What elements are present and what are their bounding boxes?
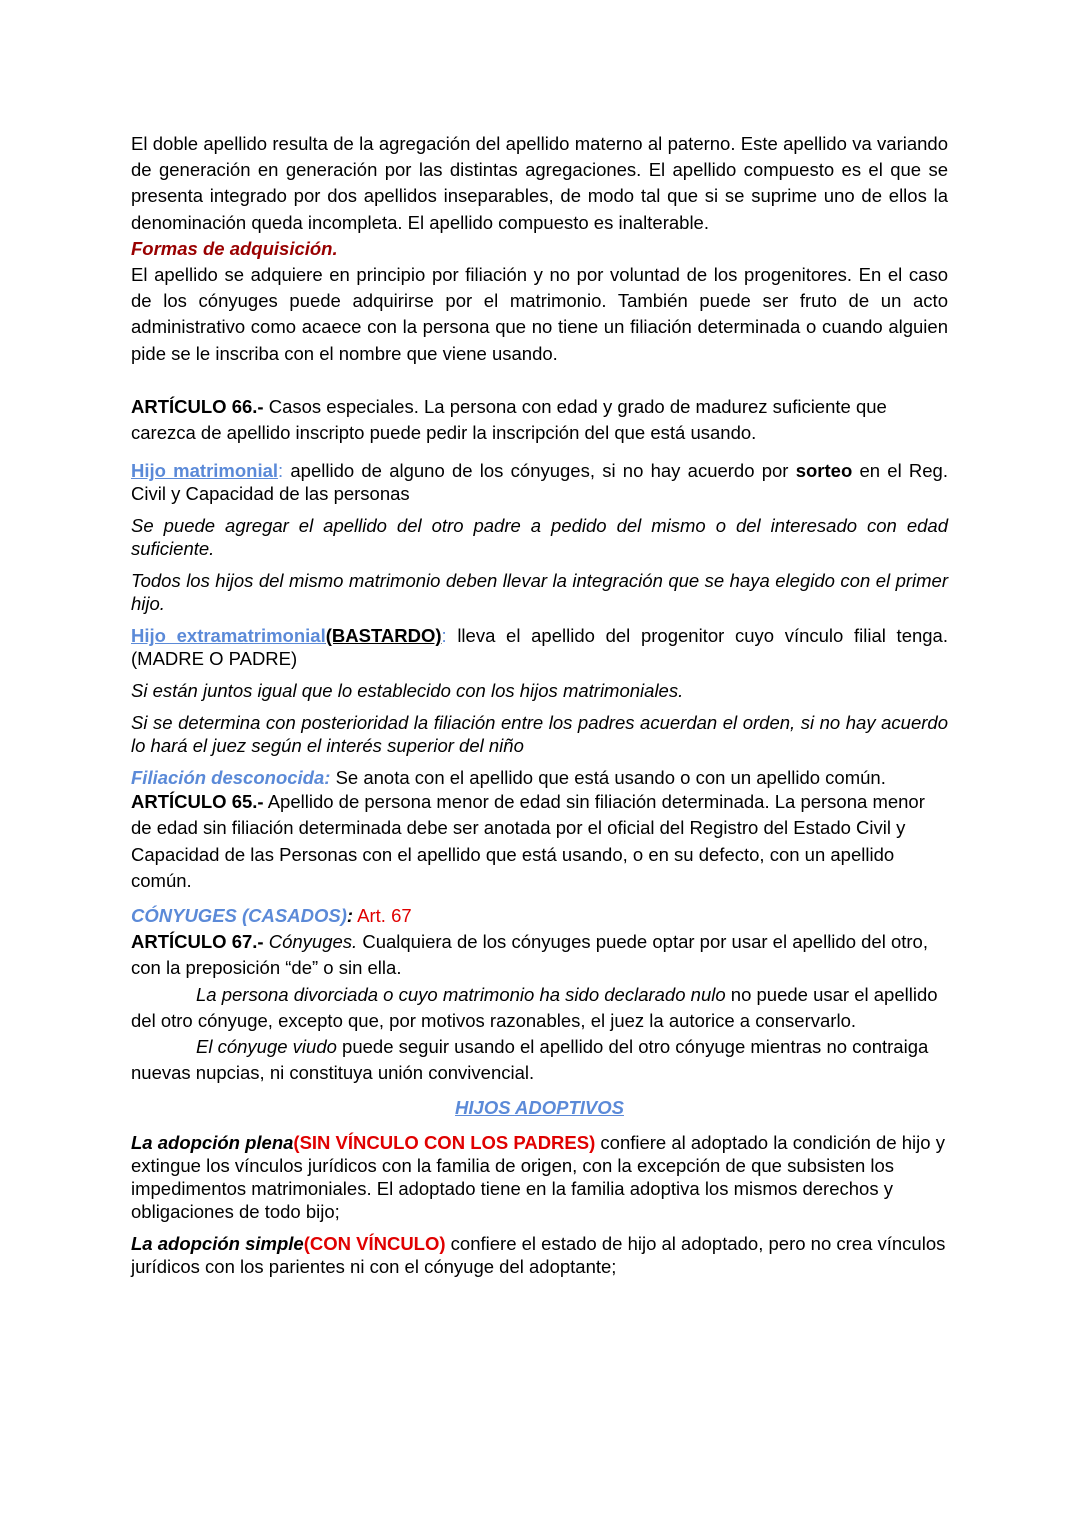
intro-paragraph: El doble apellido resulta de la agregación del apellido materno al paterno. Este apellido va variando de generación en generación por las distintas agregaciones. El apellido compuesto es el que se presenta integrado por dos apellidos inseparables, de modo tal que si se suprime uno de ellos la denominación queda incompleta. El apellido compuesto es inalterable. — [131, 133, 948, 233]
art67-text: Cualquiera de los cónyuges puede optar por usar el apellido del otro, con la preposición “de” o sin ella. — [131, 931, 928, 979]
hijos-adoptivos-heading — [131, 1095, 948, 1121]
adopcion-simple-text: confiere el estado de hijo al adoptado, pero no crea vínculos jurídicos con los parientes ni con el cónyuge del adoptante; — [131, 1232, 946, 1277]
conyuges-heading-colon: : — [346, 905, 354, 927]
art66-label: ARTÍCULO 66.- — [131, 395, 264, 417]
formas-heading-text: Formas de adquisición. — [131, 237, 338, 259]
filiacion-paragraph — [131, 766, 948, 789]
hijo-matrimonial-text: apellido de alguno de los cónyuges, si no hay acuerdo por — [283, 460, 796, 482]
adopcion-simple-paragraph — [131, 1232, 948, 1278]
italic-note-1: Se puede agregar el apellido del otro padre a pedido del mismo o del interesado con edad suficiente. — [131, 515, 948, 560]
sorteo-bold: sorteo — [795, 460, 853, 482]
art67-label: ARTÍCULO 67.- — [131, 931, 264, 953]
filiacion-text: Se anota con el apellido que está usando o con un apellido común. — [330, 767, 886, 789]
art65-label: ARTÍCULO 65.- — [131, 791, 264, 813]
hijo-extramatrimonial-paragraph — [131, 624, 948, 670]
hijo-matrimonial-link[interactable]: Hijo matrimonial — [131, 460, 279, 482]
art65-paragraph — [131, 789, 948, 894]
adopcion-plena-text: confiere al adoptado la condición de hijo y extingue los vínculos jurídicos con la familia de origen, con la excepción de que subsisten los impedimentos matrimoniales. El adoptado tiene en la familia adoptiva los mismos derechos y obligaciones de todo bijo; — [131, 1131, 945, 1222]
bastardo-label: (BASTARDO) — [325, 625, 442, 647]
art67-p3-text: puede seguir usando el apellido del otro cónyuge mientras no contraiga nuevas nupcias, ni constituya unión convivencial. — [131, 1036, 929, 1084]
italic-note-4: Si se determina con posterioridad la filiación entre los padres acuerdan el orden, si no hay acuerdo lo hará el juez según el interés superior del niño — [131, 712, 948, 757]
art66-text: Casos especiales. La persona con edad y grado de madurez suficiente que carezca de apellido inscripto puede pedir la inscripción del que está usando. — [131, 395, 887, 444]
hijo-extramatrimonial-link[interactable]: Hijo extramatrimonial — [131, 625, 326, 647]
art67-paragraph-3 — [131, 1034, 948, 1086]
italic-note-3: Si están juntos igual que lo establecido con los hijos matrimoniales. — [131, 680, 684, 702]
adopcion-plena-label: La adopción plena — [131, 1131, 294, 1153]
art67-p3-italic: El cónyuge viudo — [196, 1036, 337, 1058]
hijo-extramatrimonial-text: lleva el apellido del progenitor cuyo vínculo filial tenga. (MADRE O PADRE) — [131, 625, 948, 670]
art67-italic: Cónyuges. — [263, 931, 358, 953]
hijo-matrimonial-text-after: en el Reg. Civil y Capacidad de las personas — [131, 460, 948, 505]
adopcion-simple-paren: (CON VÍNCULO) — [303, 1232, 446, 1254]
art66-paragraph — [131, 394, 948, 446]
adopcion-plena-paragraph — [131, 1131, 948, 1223]
art67-p2-text: no puede usar el apellido del otro cónyuge, excepto que, por motivos razonables, el juez la autorice a conservarlo. — [131, 983, 938, 1031]
hijo-extramatrimonial-colon: : — [441, 625, 447, 647]
hijos-adoptivos-heading-text: HIJOS ADOPTIVOS — [455, 1097, 624, 1119]
formas-heading — [131, 236, 948, 262]
document-page — [131, 131, 948, 1278]
adopcion-plena-paren: (SIN VÍNCULO CON LOS PADRES) — [293, 1131, 596, 1153]
adopcion-simple-label: La adopción simple — [131, 1232, 304, 1254]
hijo-matrimonial-paragraph — [131, 459, 948, 505]
art67-paragraph — [131, 929, 948, 981]
filiacion-label: Filiación desconocida: — [131, 767, 331, 789]
art67-p2-italic: La persona divorciada o cuyo matrimonio ha sido declarado nulo — [196, 983, 726, 1005]
art67-paragraph-2 — [131, 982, 948, 1034]
hijo-matrimonial-colon: : — [278, 460, 284, 482]
conyuges-heading-label: CÓNYUGES (CASADOS) — [131, 905, 347, 927]
conyuges-heading-ref: Art. 67 — [353, 905, 412, 927]
art65-text: Apellido de persona menor de edad sin filiación determinada. La persona menor de edad sin filiación determinada debe ser anotada por el oficial del Registro del Estado Civil y Capacidad de las Personas con el apellido que está usando, o en su defecto, con un apellido común. — [131, 791, 925, 891]
formas-paragraph: El apellido se adquiere en principio por filiación y no por voluntad de los progenitores. En el caso de los cónyuges puede adquirirse por el matrimonio. También puede ser fruto de un acto administrativo como acaece con la persona que no tiene un filiación determinada o cuando alguien pide se le inscriba con el nombre que viene usando. — [131, 264, 948, 364]
conyuges-heading — [131, 903, 948, 929]
italic-note-2: Todos los hijos del mismo matrimonio deben llevar la integración que se haya elegido con el primer hijo. — [131, 570, 948, 615]
